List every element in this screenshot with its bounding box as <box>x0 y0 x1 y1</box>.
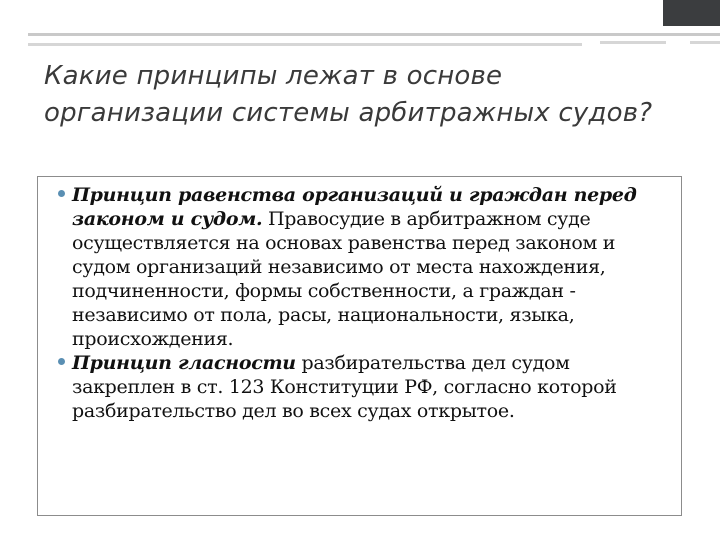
decorative-line <box>28 33 720 36</box>
bullet-heading: Принцип гласности <box>72 352 296 374</box>
bullet-text: разбирательства дел судом закреплен в ст. 123 Конституции РФ, согласно которой разбирательство дел во всех судах открытое. <box>72 352 617 422</box>
decorative-corner-bar <box>663 0 720 26</box>
bullet-text: Правосудие в арбитражном суде осуществляется на основах равенства перед законом и судом организаций независимо от места нахождения, подчиненности, формы собственности, а граждан - независимо от пола, расы, национальности, языка, происхождения. <box>72 208 616 350</box>
decorative-line <box>28 43 582 46</box>
decorative-line <box>690 41 720 44</box>
bullet-item-equality <box>58 183 678 351</box>
content-box <box>37 176 682 516</box>
bullet-dot-icon <box>58 358 65 365</box>
bullet-heading: Принцип равенства организаций и граждан перед законом и судом. <box>72 184 637 230</box>
bullet-dot-icon <box>58 190 65 197</box>
bullet-list <box>58 183 678 423</box>
decorative-line <box>600 41 666 44</box>
slide-title: Какие принципы лежат в основе организации системы арбитражных судов? <box>44 61 653 128</box>
bullet-item-publicity <box>58 351 678 423</box>
